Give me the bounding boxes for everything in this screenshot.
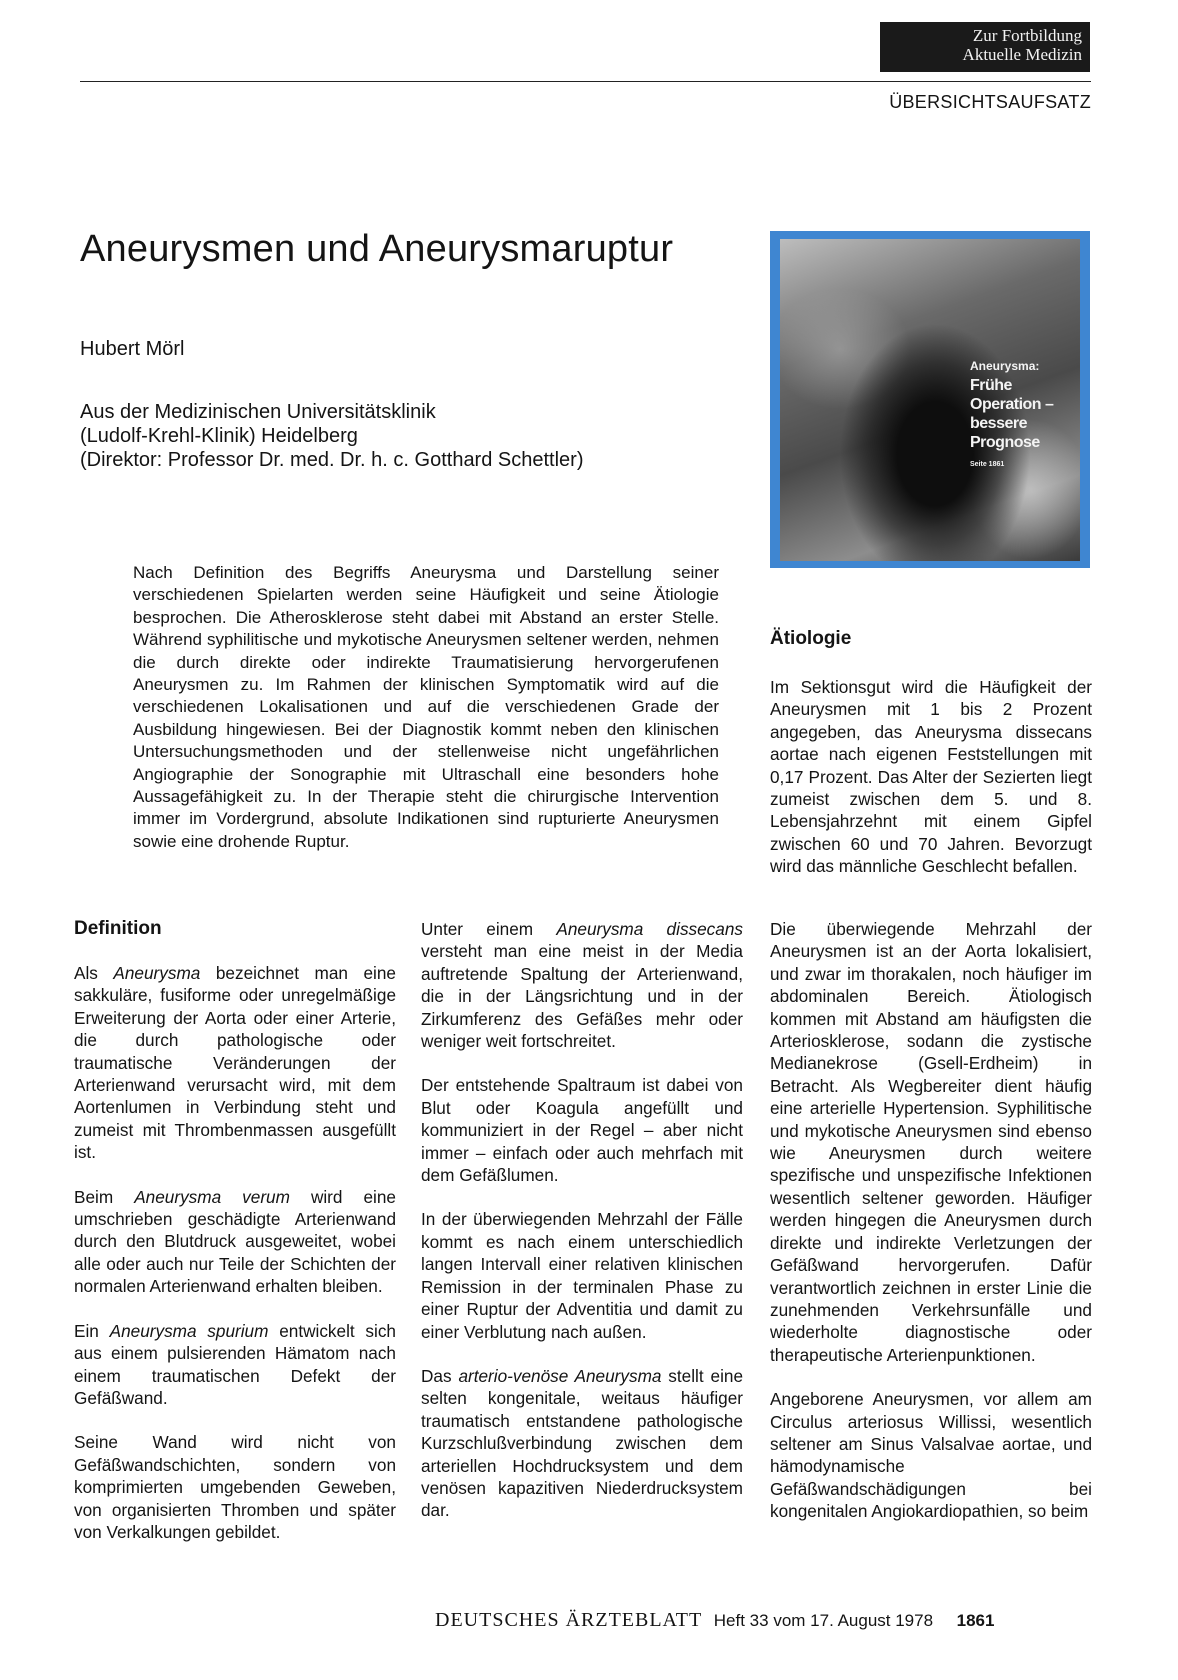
paragraph: Angeborene Aneurysmen, vor allem am Circulus arteriosus Willissi, wesentlich seltener am Sinus Valsalvae aortae, und hämodynamische Gefäßwandschädigungen bei kongenitalen Angiokardiopathien, so beim xyxy=(770,1389,1092,1522)
rubric-line-2: Aktuelle Medizin xyxy=(962,45,1082,64)
cover-caption xyxy=(970,357,1053,474)
paragraph: Ein Aneurysma spurium entwickelt sich aus einem pulsierenden Hämatom nach einem traumatischen Defekt der Gefäßwand. xyxy=(74,1320,396,1408)
heading-atiologie: Ätiologie xyxy=(770,628,852,649)
paragraph: Als Aneurysma bezeichnet man eine sakkuläre, fusiforme oder unregelmäßige Erweiterung der Aorta oder einer Arterie, die durch pathologische oder traumatische Veränderungen der Arterienwand verursacht wird, mit dem Aortenlumen in Verbindung steht und zumeist mit Thrombenmassen ausgefüllt ist. xyxy=(74,963,396,1163)
cover-caption-line: bessere xyxy=(970,415,1027,432)
affiliation-line: Aus der Medizinischen Universitätsklinik xyxy=(80,401,436,423)
atiologie-paragraph: Im Sektionsgut wird die Häufigkeit der Aneurysmen mit 1 bis 2 Prozent angegeben, das Aneurysma dissecans aortae nach eigenen Feststellungen mit 0,17 Prozent. Das Alter der Sezierten liegt zumeist zwischen dem 5. und 8. Lebensjahrzehnt mit einem Gipfel zwischen 60 und 70 Jahren. Bevorzugt wird das männliche Geschlecht befallen. xyxy=(770,677,1092,877)
issue-info: Heft 33 vom 17. August 1978 xyxy=(713,1611,934,1630)
article-author: Hubert Mörl xyxy=(80,338,185,360)
cover-caption-line: Frühe xyxy=(970,377,1012,394)
column-2 xyxy=(421,918,743,1544)
rubric-badge xyxy=(880,22,1090,72)
article-title: Aneurysmen und Aneurysmaruptur xyxy=(80,228,674,270)
header-rule xyxy=(80,81,1091,82)
cover-caption-line: Aneurysma: xyxy=(970,359,1040,373)
cover-image xyxy=(770,231,1090,568)
angiography-photo xyxy=(780,239,1080,561)
cover-caption-line: Operation – xyxy=(970,396,1054,413)
paragraph: Das arterio-venöse Aneurysma stellt eine selten kongenitale, weitaus häufiger traumatisch entstandene pathologische Kurzschlußverbindung zwischen dem arteriellen Hochdrucksystem und dem venösen kapazitiven Niederdrucksystem dar. xyxy=(421,1365,744,1521)
cover-page-ref: Seite 1861 xyxy=(970,461,1005,468)
paragraph: Beim Aneurysma verum wird eine umschrieben geschädigte Arterienwand durch den Blutdruck ausgeweitet, wobei alle oder auch nur Teile der Schichten der normalen Arterienwand erhalten bleiben. xyxy=(74,1186,396,1297)
column-1 xyxy=(74,962,396,1565)
author-affiliation xyxy=(80,400,584,472)
affiliation-line: (Direktor: Professor Dr. med. Dr. h. c. Gotthard Schettler) xyxy=(80,449,584,471)
journal-name: DEUTSCHES ÄRZTEBLATT xyxy=(435,1609,703,1631)
paragraph: Seine Wand wird nicht von Gefäßwandschichten, sondern von komprimierten umgebenden Geweben, von organisierten Thromben und später von Verkalkungen gebildet. xyxy=(74,1432,396,1542)
heading-definition: Definition xyxy=(74,918,162,939)
cover-caption-line: Prognose xyxy=(970,434,1040,451)
abstract: Nach Definition des Begriffs Aneurysma und Darstellung seiner verschiedenen Spielarten werden seine Häufigkeit und seine Ätiologie besprochen. Die Atherosklerose steht dabei mit Abstand an erster Stelle. Während syphilitische und mykotische Aneurysmen seltener werden, nehmen die durch direkte oder indirekte Traumatisierung hervorgerufenen Aneurysmen zu. Im Rahmen der klinischen Symptomatik wird auf die verschiedenen Lokalisationen und auf die verschiedenen Grade der Ausbildung hingewiesen. Bei der Diagnostik kommt neben den klinischen Untersuchungsmethoden und der stellenweise nicht ungefährlichen Angiographie der Sonographie mit Ultraschall eine besonders hohe Aussagefähigkeit zu. In der Therapie steht die chirurgische Intervention immer im Vordergrund, absolute Indikationen sind rupturierte Aneurysmen sowie eine drohende Ruptur. xyxy=(133,563,719,851)
column-3 xyxy=(770,918,1092,1545)
paragraph: Unter einem Aneurysma dissecans versteht man eine meist in der Media auftretende Spaltung der Arterienwand, die in der Längsrichtung und in der Zirkumferenz des Gefäßes mehr oder weniger weit fortschreitet. xyxy=(421,919,743,1052)
paragraph: Der entstehende Spaltraum ist dabei von Blut oder Koagula angefüllt und kommuniziert in der Regel – aber nicht immer – einfach oder auch mehrfach mit dem Gefäßlumen. xyxy=(421,1075,743,1186)
rubric-line-1: Zur Fortbildung xyxy=(972,26,1082,45)
paragraph: In der überwiegenden Mehrzahl der Fälle kommt es nach einem unterschiedlich langen Intervall einer relativen klinischen Remission in der terminalen Phase zu einer Ruptur der Adventitia und damit zu einer Verblutung nach außen. xyxy=(421,1209,743,1342)
affiliation-line: (Ludolf-Krehl-Klinik) Heidelberg xyxy=(80,425,358,447)
paragraph: Die überwiegende Mehrzahl der Aneurysmen ist an der Aorta lokalisiert, und zwar im thorakalen, noch häufiger im abdominalen Bereich. Ätiologisch kommen mit Abstand am häufigsten die Arteriosklerose, sodann die zystische Medianekrose (Gsell-Erdheim) in Betracht. Als Wegbereiter dient häufig eine arterielle Hypertension. Syphilitische und mykotische Aneurysmen sind ebenso wie Aneurysmen durch weitere spezifische und unspezifische Infektionen wesentlich seltener geworden. Häufiger werden hingegen die Aneurysmen durch direkte und indirekte Verletzungen der Gefäßwand hervorgerufen. Dafür verantwortlich zeichnen in erster Linie die zunehmenden Verkehrsunfälle und wiederholte diagnostische oder therapeutische Arterienpunktionen. xyxy=(770,919,1092,1365)
page-footer xyxy=(435,1609,994,1632)
page-number: 1861 xyxy=(956,1611,995,1630)
section-label: ÜBERSICHTSAUFSATZ xyxy=(889,92,1091,112)
